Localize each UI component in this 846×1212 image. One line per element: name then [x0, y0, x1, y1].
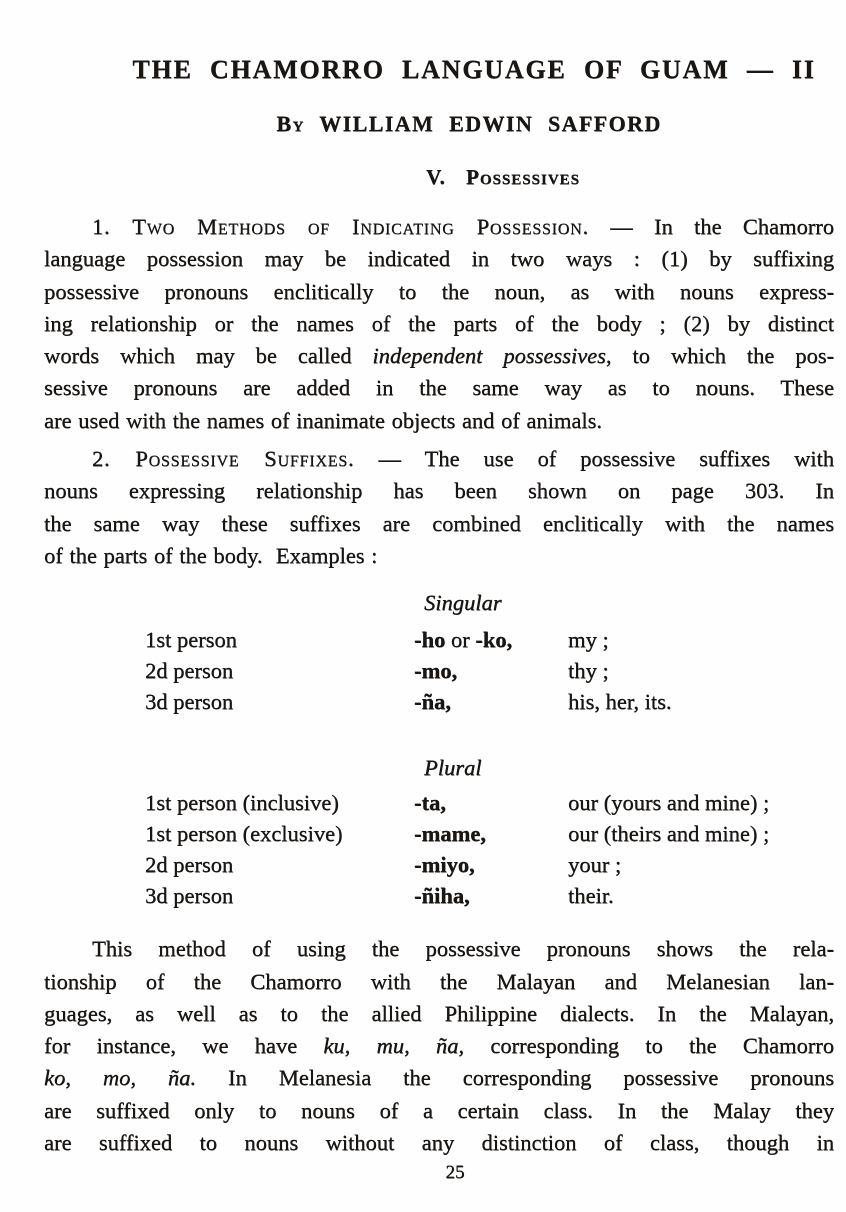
text-segment: 1. Two Methods of Indicating Possession.: [92, 214, 589, 239]
text-segment: tionship of the Chamorro with the Malayan and Melanesian lan-: [44, 968, 834, 994]
text-line: [44, 372, 834, 404]
text-segment: — In the Chamorro: [588, 214, 834, 239]
text-segment: In Melanesia the corresponding possessive pronouns: [196, 1065, 834, 1091]
text-line: [44, 405, 834, 437]
suffix-cell: [414, 818, 568, 849]
text-segment: for instance, we have: [44, 1033, 324, 1059]
text-segment: -ta,: [414, 790, 446, 816]
table-row: [145, 787, 834, 818]
suffix-cell: [414, 686, 568, 717]
text-segment: or: [445, 627, 476, 653]
text-segment: -ña,: [414, 689, 451, 715]
text-segment: -mame,: [414, 821, 486, 847]
text-segment: the same way these suffixes are combined enclitically with the names: [44, 510, 834, 536]
table-row: [145, 655, 834, 686]
text-segment: -ñiha,: [414, 883, 470, 909]
text-line: [44, 966, 834, 998]
text-line: [44, 933, 834, 965]
text-segment: corresponding to the Chamorro: [463, 1033, 834, 1059]
text-segment: are suffixed only to nouns of a certain class. In the Malay they: [44, 1097, 834, 1123]
text-line: [44, 211, 834, 243]
suffix-cell: [414, 880, 568, 911]
text-line: [44, 340, 834, 372]
text-segment: guages, as well as to the allied Philippine dialects. In the Malayan,: [44, 1000, 834, 1026]
text-line: [44, 998, 834, 1030]
meaning-cell: his, her, its.: [568, 689, 672, 715]
person-cell: 3d person: [145, 883, 234, 909]
suffix-cell: [414, 655, 568, 686]
text-line: [44, 540, 834, 572]
text-segment: — The use of possessive suffixes with: [354, 446, 834, 472]
text-line: [44, 1030, 834, 1062]
table-header-plural: Plural: [424, 755, 482, 781]
text-line: [44, 508, 834, 540]
text-segment: are suffixed to nouns without any distinction of class, though in: [44, 1130, 834, 1156]
person-cell: 1st person (exclusive): [145, 821, 343, 847]
section-heading: V. Possessives: [426, 165, 580, 189]
table-row: [145, 818, 834, 849]
meaning-cell: our (yours and mine) ;: [568, 790, 770, 816]
text-segment: , to which the pos-: [605, 343, 834, 369]
text-line: [44, 308, 834, 340]
singular-suffix-table: [145, 624, 834, 717]
text-segment: sessive pronouns are added in the same way as to nouns. These: [44, 375, 834, 401]
text-segment: ku, mu, ña,: [323, 1033, 464, 1059]
meaning-cell: thy ;: [568, 658, 609, 684]
table-row: [145, 849, 834, 880]
table-row: [145, 880, 834, 911]
text-segment: are used with the names of inanimate objects and of animals.: [44, 407, 602, 433]
article-byline: By WILLIAM EDWIN SAFFORD: [276, 111, 662, 136]
person-cell: 2d person: [145, 658, 234, 684]
table-row: [145, 624, 834, 655]
paragraph-comparison: [44, 933, 834, 1159]
text-line: [44, 443, 834, 475]
suffix-cell: [414, 624, 568, 655]
page-number: 25: [445, 1162, 465, 1184]
plural-suffix-table: [145, 787, 834, 911]
text-segment: ko, mo, ña.: [44, 1065, 197, 1091]
text-segment: nouns expressing relationship has been shown on page 303. In: [44, 478, 834, 504]
paragraph-two-methods: [44, 211, 834, 437]
text-segment: -mo,: [414, 658, 458, 684]
meaning-cell: my ;: [568, 627, 609, 653]
text-line: [44, 1062, 834, 1094]
meaning-cell: our (theirs and mine) ;: [568, 821, 770, 847]
text-segment: -miyo,: [414, 852, 475, 878]
person-cell: 1st person (inclusive): [145, 790, 339, 816]
text-segment: words which may be called: [44, 343, 373, 369]
suffix-cell: [414, 787, 568, 818]
text-segment: 2. Possessive Suffixes.: [92, 446, 355, 472]
table-header-singular: Singular: [424, 590, 502, 616]
table-row: [145, 686, 834, 717]
text-segment: of the parts of the body. Examples :: [44, 542, 378, 568]
article-title: THE CHAMORRO LANGUAGE OF GUAM — II: [132, 55, 816, 84]
text-segment: ing relationship or the names of the parts of the body ; (2) by distinct: [44, 310, 834, 336]
text-segment: possessive pronouns enclitically to the noun, as with nouns express-: [44, 278, 834, 304]
text-line: [44, 276, 834, 308]
text-segment: language possession may be indicated in two ways : (1) by suffixing: [44, 246, 834, 272]
text-segment: -ko,: [475, 627, 513, 653]
person-cell: 1st person: [145, 627, 237, 653]
person-cell: 2d person: [145, 852, 234, 878]
text-line: [44, 475, 834, 507]
suffix-cell: [414, 849, 568, 880]
text-segment: independent possessives: [372, 343, 606, 369]
person-cell: 3d person: [145, 689, 234, 715]
meaning-cell: your ;: [568, 852, 622, 878]
text-segment: -ho: [414, 627, 446, 653]
text-segment: This method of using the possessive pronouns shows the rela-: [92, 936, 834, 962]
meaning-cell: their.: [568, 883, 614, 909]
paragraph-possessive-suffixes: [44, 443, 834, 572]
text-line: [44, 243, 834, 275]
text-line: [44, 1095, 834, 1127]
text-line: [44, 1127, 834, 1159]
